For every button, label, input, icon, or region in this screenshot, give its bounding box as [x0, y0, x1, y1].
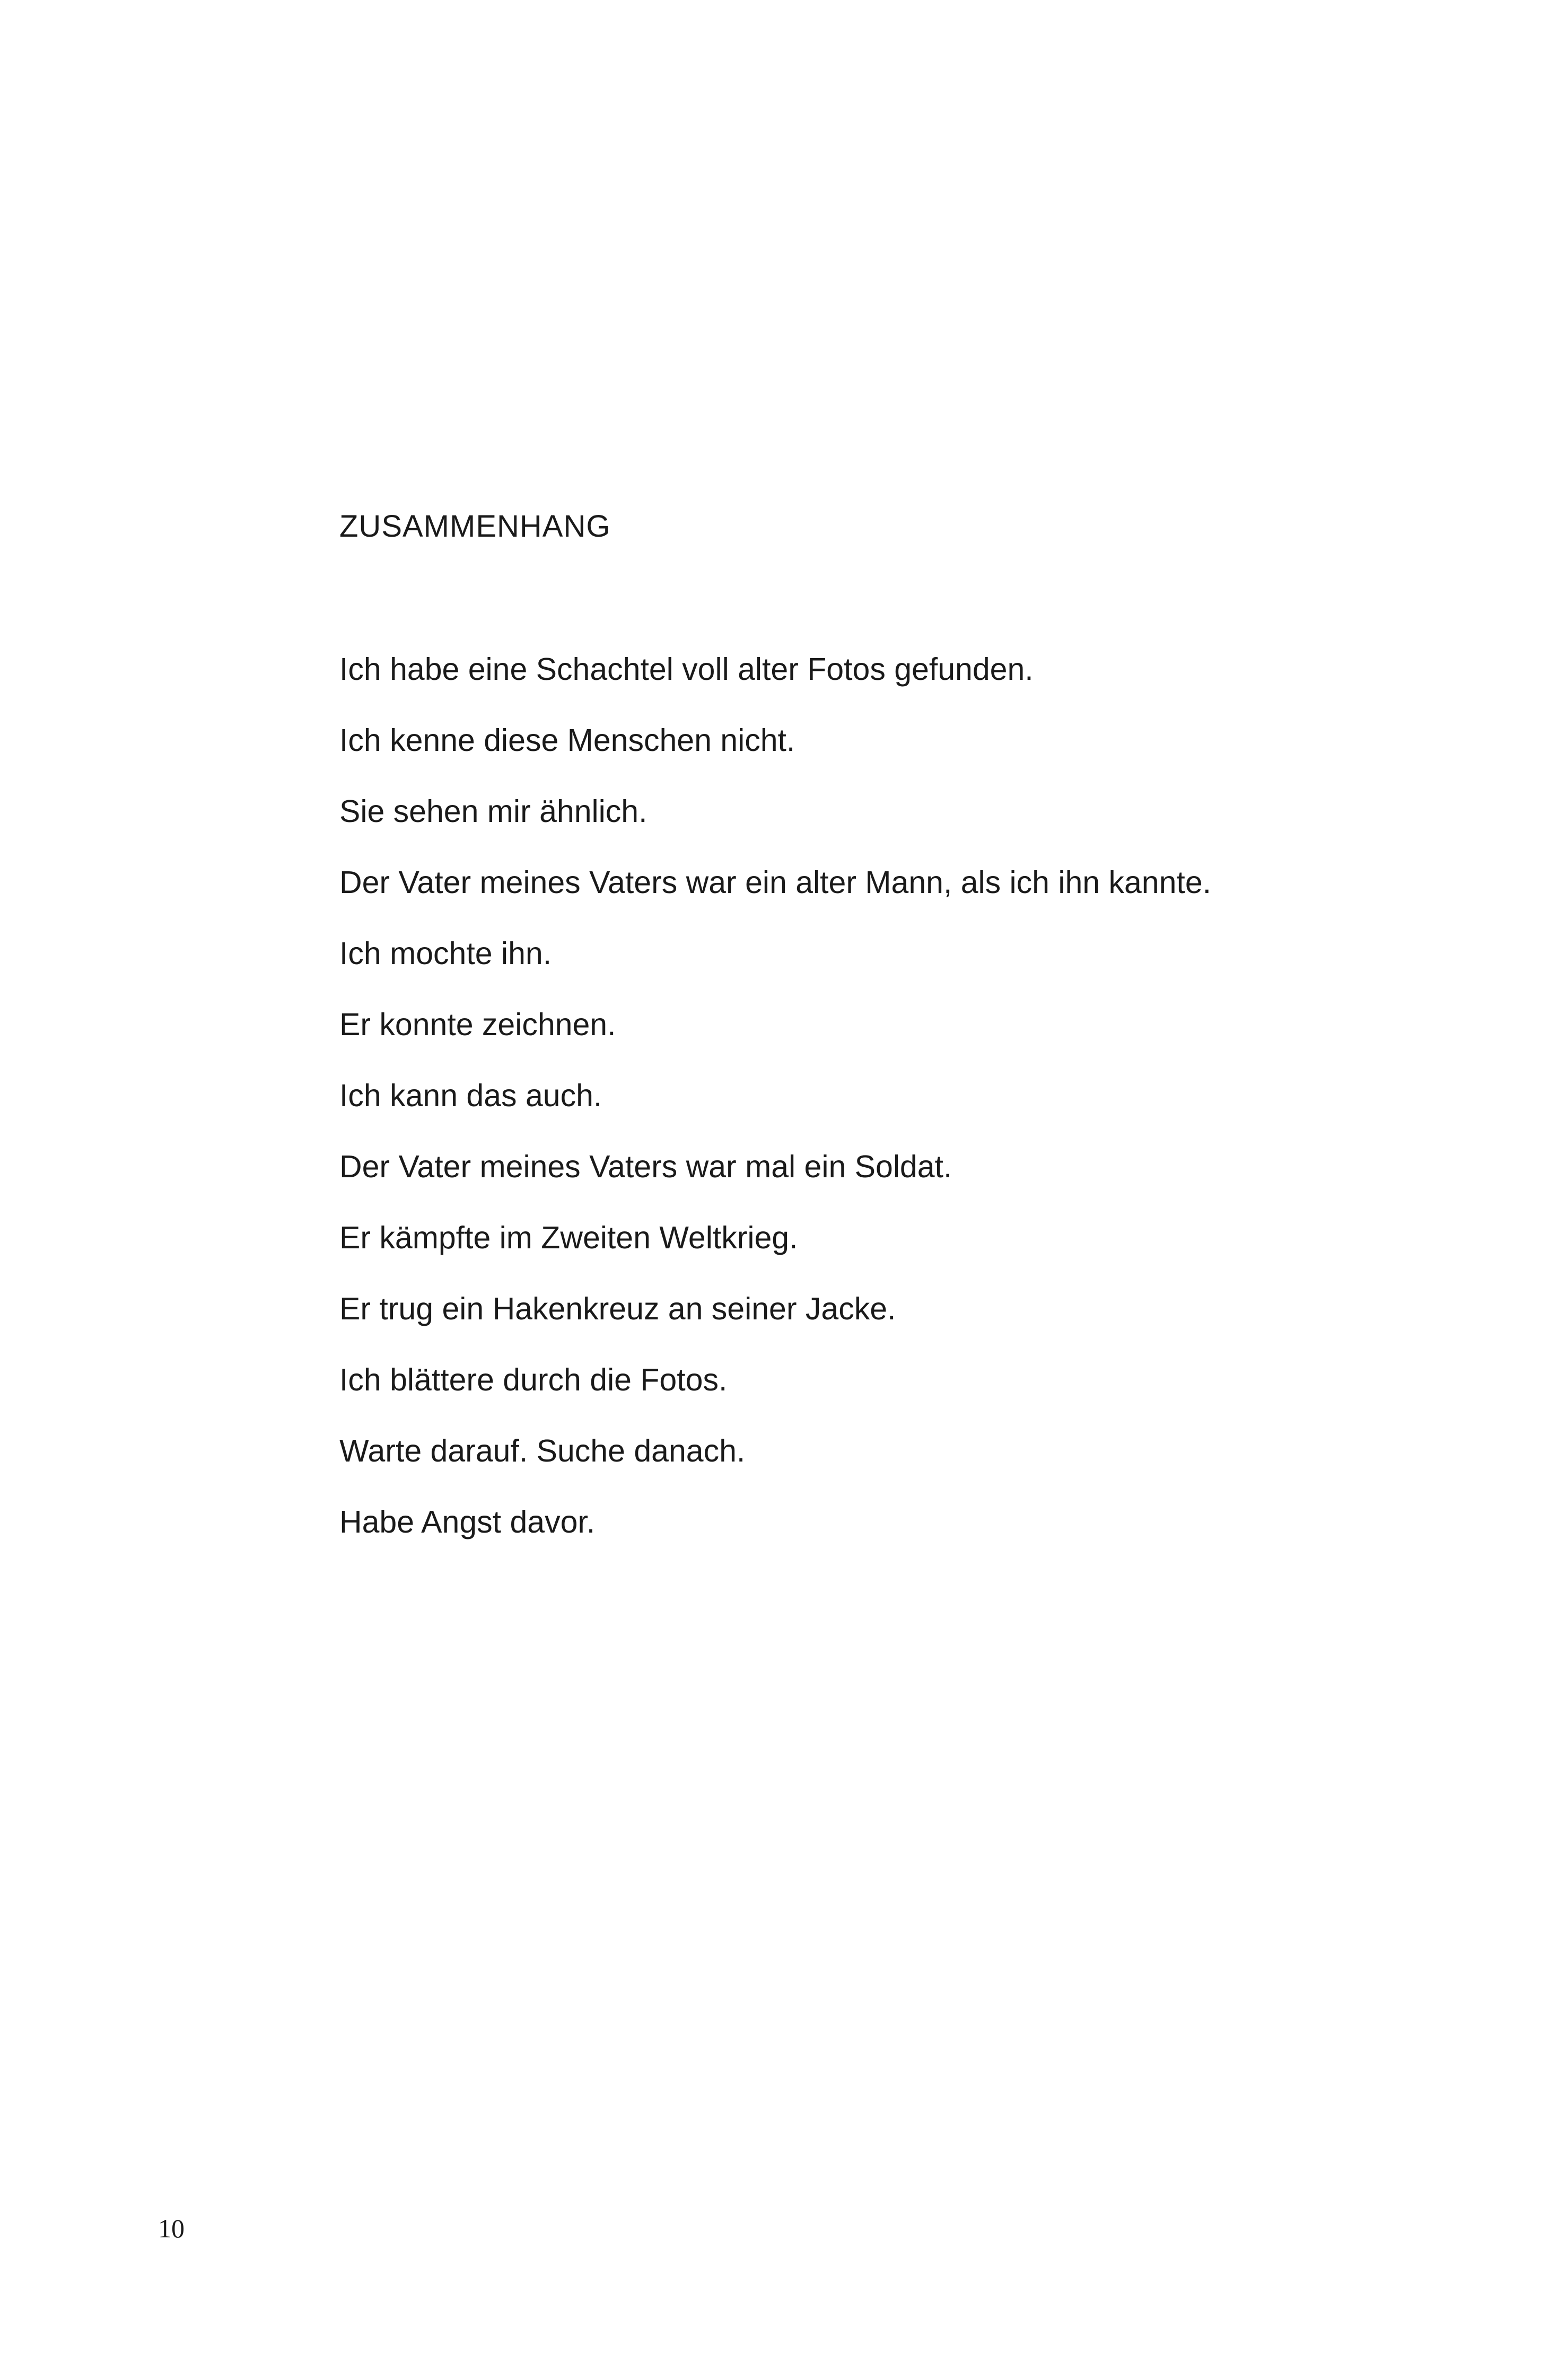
poem-line: Ich kenne diese Menschen nicht.: [339, 723, 795, 758]
poem-line: Ich habe eine Schachtel voll alter Fotos gefunden.: [339, 652, 1034, 687]
poem-line: Warte darauf. Suche danach.: [339, 1433, 746, 1468]
poem-line: Er konnte zeichnen.: [339, 1007, 616, 1042]
poem-line: Er trug ein Hakenkreuz an seiner Jacke.: [339, 1291, 896, 1326]
poem-line: Der Vater meines Vaters war mal ein Soldat.: [339, 1149, 952, 1184]
page-number: 10: [158, 2213, 185, 2243]
poem-line: Ich blättere durch die Fotos.: [339, 1362, 728, 1397]
poem-line: Ich mochte ihn.: [339, 936, 552, 971]
poem-body: [339, 648, 1211, 1572]
poem-line: Sie sehen mir ähnlich.: [339, 794, 648, 829]
poem-line: Ich kann das auch.: [339, 1078, 602, 1113]
poem-line: Habe Angst davor.: [339, 1504, 596, 1539]
poem-title: ZUSAMMENHANG: [339, 509, 611, 544]
poem-line: Der Vater meines Vaters war ein alter Mann, als ich ihn kannte.: [339, 865, 1212, 900]
poem-line: Er kämpfte im Zweiten Weltkrieg.: [339, 1220, 798, 1255]
